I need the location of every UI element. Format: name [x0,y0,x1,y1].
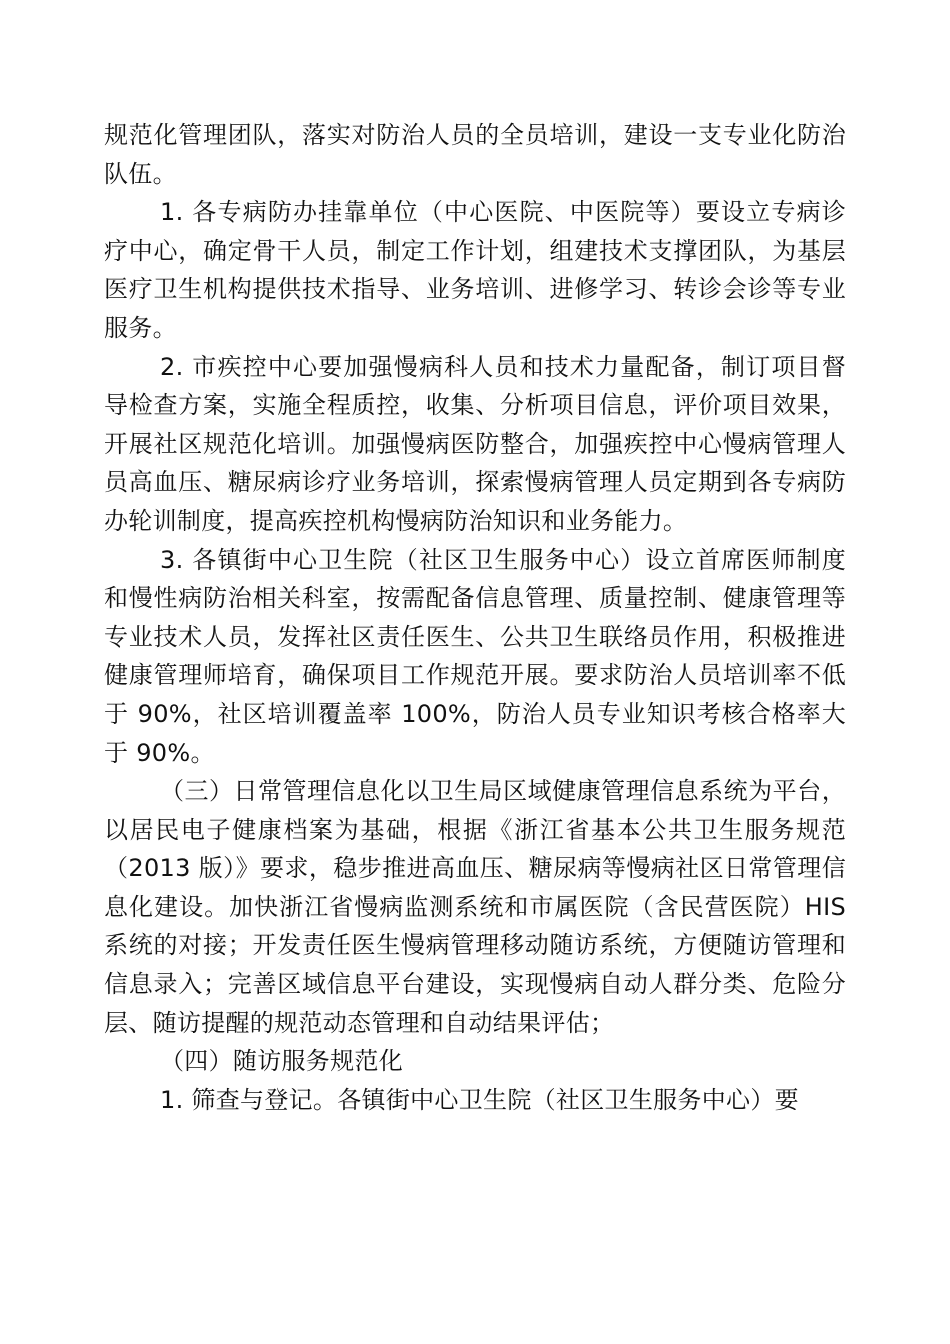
document-body [104,116,846,1119]
paragraph-item-1-specialty-centers: 1. 各专病防办挂靠单位（中心医院、中医院等）要设立专病诊疗中心，确定骨干人员，制定工作计划，组建技术支撑团队，为基层医疗卫生机构提供技术指导、业务培训、进修学习、转诊会诊等专业服务。 [104,198,846,342]
paragraph-item-2-cdc: 2. 市疾控中心要加强慢病科人员和技术力量配备，制订项目督导检查方案，实施全程质控，收集、分析项目信息，评价项目效果，开展社区规范化培训。加强慢病医防整合，加强疾控中心慢病管理人员高血压、糖尿病诊疗业务培训，探索慢病管理人员定期到各专病防办轮训制度，提高疾控机构慢病防治知识和业务能力。 [104,352,846,535]
section-heading-4-follow-up: （四）随访服务规范化 [160,1047,403,1076]
paragraph-section-3-informatization: （三）日常管理信息化以卫生局区域健康管理信息系统为平台，以居民电子健康档案为基础，根据《浙江省基本公共卫生服务规范（2013 版）》要求，稳步推进高血压、糖尿病等慢病社区日常管理信息化建设。加快浙江省慢病监测系统和市属医院（含民营医院）HIS 系统的对接；开发责任医生慢病管理移动随访系统，方便随访管理和信息录入；完善区域信息平台建设，实现慢病自动人群分类、危险分层、随访提醒的规范动态管理和自动结果评估； [104,777,846,1037]
paragraph-screening-registration: 1. 筛查与登记。各镇街中心卫生院（社区卫生服务中心）要 [160,1085,799,1114]
paragraph-item-3-health-centers: 3. 各镇街中心卫生院（社区卫生服务中心）设立首席医师制度和慢性病防治相关科室，按需配备信息管理、质量控制、健康管理等专业技术人员，发挥社区责任医生、公共卫生联络员作用，积极推进健康管理师培育，确保项目工作规范开展。要求防治人员培训率不低于 90%，社区培训覆盖率 100%，防治人员专业知识考核合格率大于 90%。 [104,545,846,767]
paragraph-team-continuation: 规范化管理团队，落实对防治人员的全员培训，建设一支专业化防治队伍。 [104,121,846,188]
